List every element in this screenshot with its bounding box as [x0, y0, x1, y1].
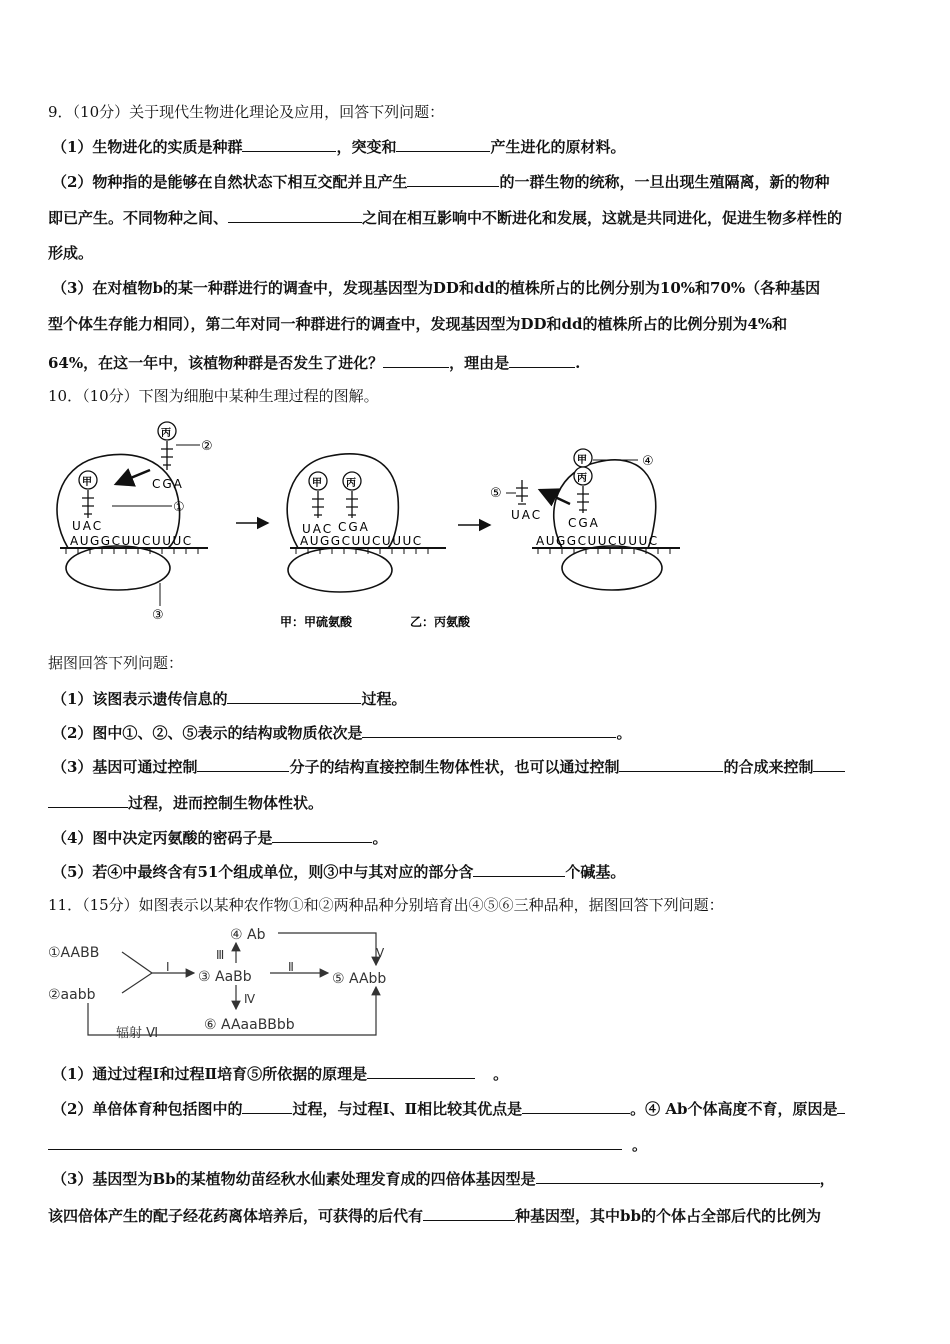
process-I: Ⅰ: [166, 960, 170, 974]
answer-blank[interactable]: [48, 1133, 622, 1150]
answer-blank[interactable]: [473, 860, 565, 877]
ribosome-panel-3: [490, 449, 680, 590]
answer-blank[interactable]: [396, 135, 490, 152]
answer-blank[interactable]: [272, 826, 372, 843]
q10-part1: （1）该图表示遗传信息的 过程。: [52, 687, 406, 710]
breeding-diagram: [46, 925, 416, 1043]
answer-blank[interactable]: [407, 170, 499, 187]
mrna-sequence: AUGGCUUCUUUC: [536, 534, 659, 548]
answer-blank[interactable]: [383, 351, 449, 368]
q9-part2-cont: 即已产生。不同物种之间、 之间在相互影响中不断进化和发展，这就是共同进化，促进生物多样性的: [48, 206, 842, 229]
variety-5: ⑤ AAbb: [332, 971, 387, 987]
trna-anticodon: CGA: [338, 520, 370, 534]
process-VI: 辐射 Ⅵ: [116, 1026, 159, 1041]
amino-acid-bing: 丙: [577, 473, 587, 484]
trna-anticodon: UAC: [511, 508, 543, 522]
variety-6: ⑥ AAaaBBbb: [204, 1017, 295, 1033]
q10-part3-cont: 过程，进而控制生物体性状。: [48, 791, 323, 814]
answer-blank[interactable]: [227, 687, 361, 704]
trna-anticodon: UAC: [72, 519, 104, 533]
process-III: Ⅲ: [216, 948, 225, 962]
process-V: Ⅴ: [376, 946, 385, 960]
label-4: ④: [642, 454, 654, 469]
translation-diagram: [50, 418, 700, 636]
q11-part3-cont: 该四倍体产生的配子经花药离体培养后，可获得的后代有 种基因型，其中bb的个体占全部后代的比例为: [48, 1204, 821, 1227]
answer-blank[interactable]: [813, 755, 845, 772]
answer-blank[interactable]: [509, 351, 575, 368]
q10-part3: （3）基因可通过控制 分子的结构直接控制生物体性状，也可以通过控制 的合成来控制: [52, 755, 845, 778]
q10-part4: （4）图中决定丙氨酸的密码子是 。: [52, 826, 387, 849]
answer-blank[interactable]: [242, 1097, 292, 1114]
variety-3: ③ AaBb: [198, 969, 252, 985]
mrna-sequence: AUGGCUUCUUUC: [70, 534, 193, 548]
q9-header: 9．（10分）关于现代生物进化理论及应用，回答下列问题：: [48, 103, 445, 121]
legend-jia: 甲：甲硫氨酸: [280, 615, 353, 629]
answer-blank[interactable]: [423, 1204, 515, 1221]
q9-part2: （2）物种指的是能够在自然状态下相互交配并且产生 的一群生物的统称，一旦出现生殖隔离，新的物种: [52, 170, 829, 193]
amino-acid-bing: 丙: [161, 428, 171, 439]
answer-blank[interactable]: [367, 1062, 475, 1079]
q9-part3-cont: 型个体生存能力相同），第二年对同一种群进行的调查中，发现基因型为DD和dd的植株所占的比例分别为4%和: [48, 315, 788, 333]
q11-header: 11．（15分）如图表示以某种农作物①和②两种品种分别培育出④⑤⑥三种品种，据图回答下列问题：: [48, 896, 724, 914]
q9-part1: （1）生物进化的实质是种群 ，突变和 产生进化的原材料。: [52, 135, 625, 158]
q10-intro: 据图回答下列问题：: [48, 654, 184, 672]
label-2: ②: [201, 439, 213, 454]
trna-anticodon: CGA: [152, 477, 184, 491]
amino-acid-jia: 甲: [312, 478, 322, 489]
q10-part2: （2）图中①、②、⑤表示的结构或物质依次是 。: [52, 721, 631, 744]
q9-part3-end: 64%，在这一年中，该植物种群是否发生了进化？ ，理由是 .: [48, 351, 580, 374]
answer-blank[interactable]: [362, 721, 616, 738]
variety-2: ②aabb: [48, 987, 96, 1003]
q10-header: 10．（10分）下图为细胞中某种生理过程的图解。: [48, 387, 379, 405]
process-IV: Ⅳ: [244, 992, 256, 1006]
q11-part2: （2）单倍体育种包括图中的 过程，与过程Ⅰ、Ⅱ相比较其优点是 。④ Ab个体高度不育，原因是: [52, 1097, 845, 1120]
answer-blank[interactable]: [48, 791, 128, 808]
legend-yi: 乙：丙氨酸: [410, 615, 471, 629]
q11-part3: （3）基因型为Bb的某植物幼苗经秋水仙素处理发育成的四倍体基因型是 ，: [52, 1167, 835, 1190]
ribosome-panel-1: [57, 422, 213, 623]
answer-blank[interactable]: [522, 1097, 630, 1114]
answer-blank[interactable]: [242, 135, 336, 152]
answer-blank[interactable]: [536, 1167, 820, 1184]
amino-acid-jia: 甲: [577, 455, 587, 466]
q9-part3: （3）在对植物b的某一种群进行的调查中，发现基因型为DD和dd的植株所占的比例分别为10%和70%（各种基因: [52, 279, 821, 297]
q11-part2-cont: 。: [48, 1133, 647, 1156]
answer-blank[interactable]: [197, 755, 289, 772]
answer-blank[interactable]: [837, 1097, 845, 1114]
label-3: ③: [152, 608, 164, 623]
q10-part5: （5）若④中最终含有51个组成单位，则③中与其对应的部分含 个碱基。: [52, 860, 625, 883]
q9-part2-end: 形成。: [48, 244, 94, 262]
trna-anticodon: CGA: [568, 516, 600, 530]
mrna-sequence: AUGGCUUCUUUC: [300, 534, 423, 548]
ribosome-panel-2: [287, 454, 446, 592]
variety-1: ①AABB: [48, 945, 100, 961]
label-1: ①: [173, 500, 185, 515]
amino-acid-bing: 丙: [346, 478, 356, 489]
amino-acid-jia: 甲: [82, 477, 92, 488]
label-5: ⑤: [490, 486, 502, 501]
process-II: Ⅱ: [288, 960, 294, 974]
answer-blank[interactable]: [228, 206, 362, 223]
variety-4: ④ Ab: [230, 927, 266, 943]
q11-part1: （1）通过过程Ⅰ和过程Ⅱ培育⑤所依据的原理是 。: [52, 1062, 508, 1085]
answer-blank[interactable]: [619, 755, 723, 772]
trna-anticodon: UAC: [302, 522, 334, 536]
